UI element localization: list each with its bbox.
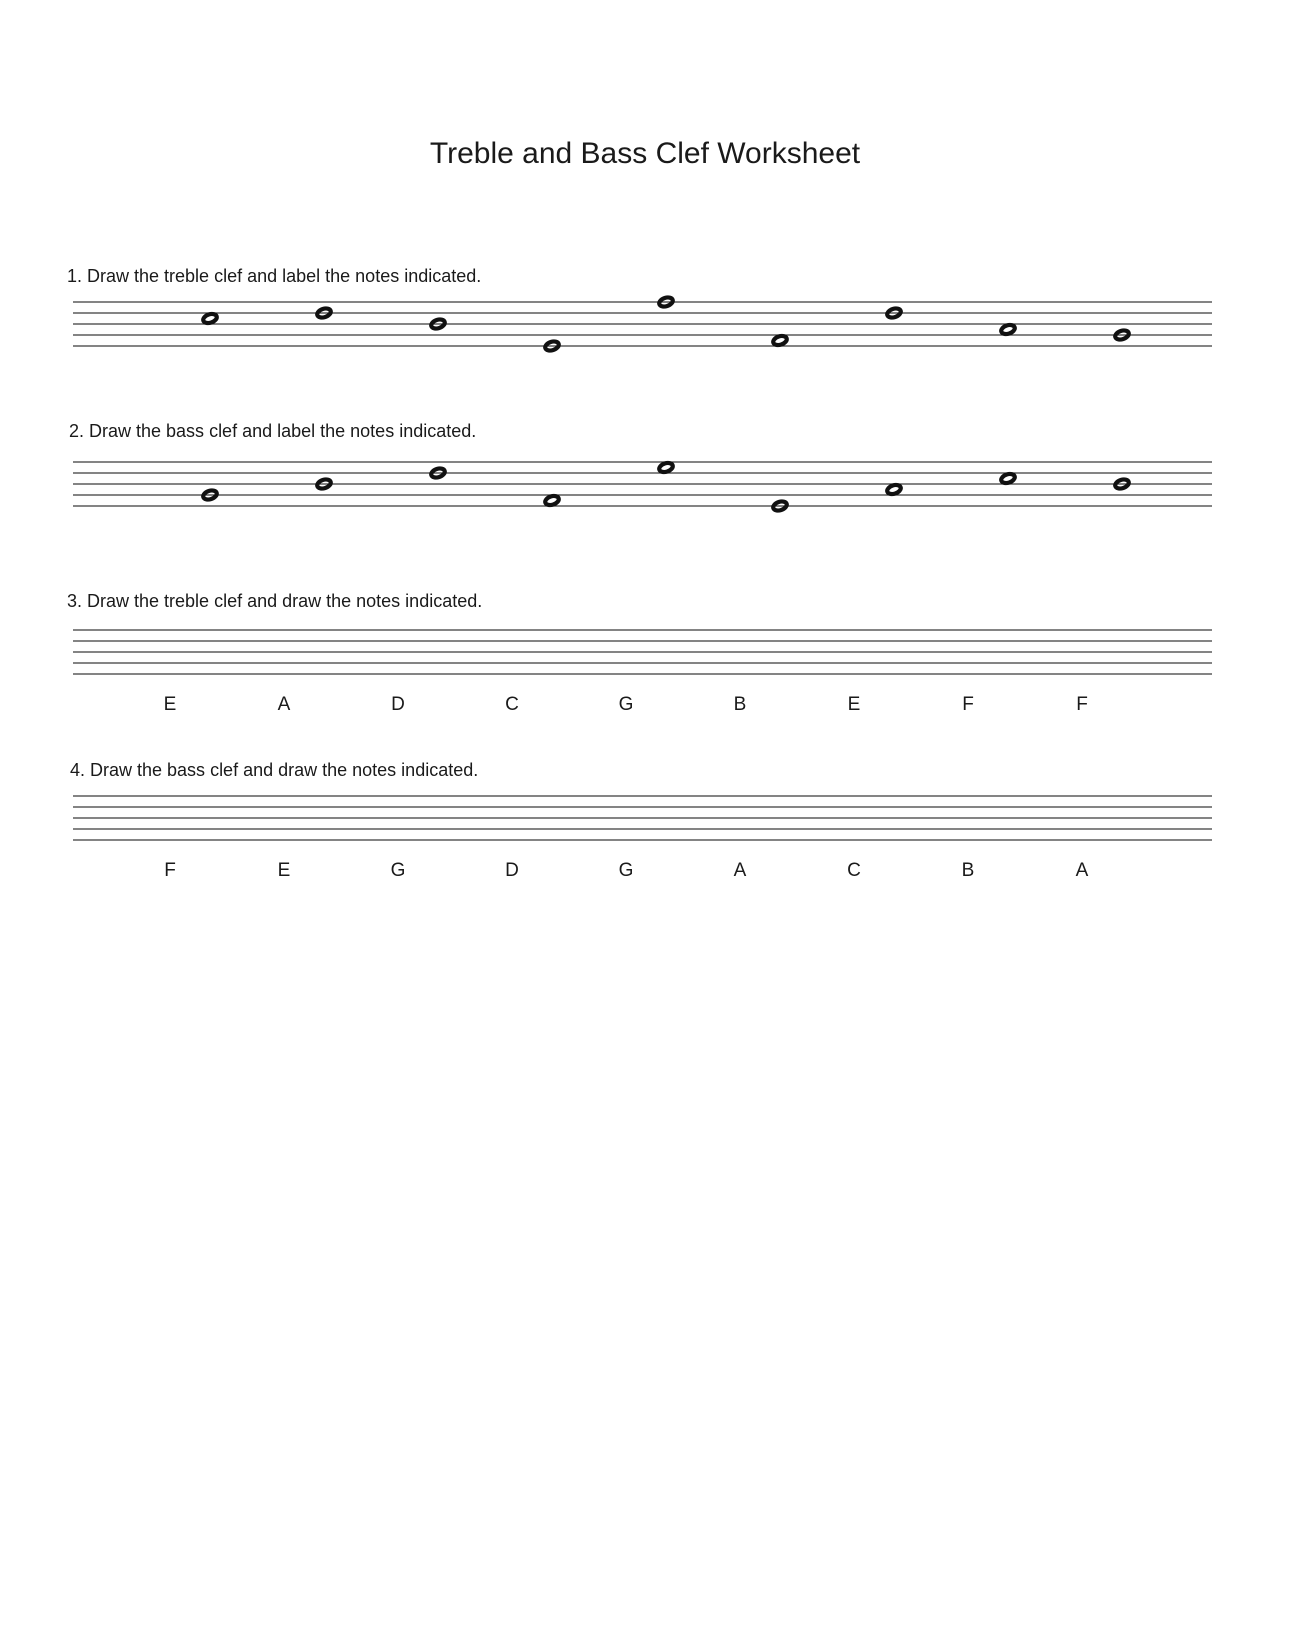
whole-note-2-1: [202, 489, 218, 501]
note-name-label: G: [618, 694, 634, 715]
note-name-label: A: [1075, 860, 1089, 881]
note-name-label: B: [961, 860, 975, 881]
note-name-label: G: [618, 860, 634, 881]
question-1-instruction: 1. Draw the treble clef and label the notes indicated.: [67, 266, 482, 286]
note-name-label: B: [733, 694, 747, 715]
note-name-label: C: [847, 860, 861, 881]
whole-note-1-3: [430, 318, 446, 330]
note-name-label: D: [391, 694, 405, 715]
whole-note-2-6: [772, 500, 788, 512]
page-title: Treble and Bass Clef Worksheet: [429, 137, 861, 170]
whole-note-2-4: [544, 494, 560, 506]
note-name-label: A: [733, 860, 747, 881]
whole-note-1-5: [658, 296, 674, 308]
whole-note-2-5: [658, 461, 674, 473]
whole-note-1-4: [544, 340, 560, 352]
note-name-label: E: [277, 860, 291, 881]
whole-note-2-8: [1000, 472, 1016, 484]
note-name-label: F: [164, 860, 176, 881]
note-name-label: A: [277, 694, 291, 715]
whole-note-1-6: [772, 334, 788, 346]
whole-note-2-2: [316, 478, 332, 490]
note-name-label: G: [390, 860, 406, 881]
whole-note-2-9: [1114, 478, 1130, 490]
whole-note-2-7: [886, 483, 902, 495]
note-name-label: F: [962, 694, 974, 715]
question-2-instruction: 2. Draw the bass clef and label the notes indicated.: [69, 421, 477, 441]
whole-note-1-2: [316, 307, 332, 319]
whole-note-2-3: [430, 467, 446, 479]
whole-note-1-9: [1114, 329, 1130, 341]
question-4-instruction: 4. Draw the bass clef and draw the notes indicated.: [70, 760, 479, 780]
note-name-label: C: [505, 694, 519, 715]
note-name-label: D: [505, 860, 519, 881]
note-name-label: E: [163, 694, 177, 715]
whole-note-1-7: [886, 307, 902, 319]
note-name-label: F: [1076, 694, 1088, 715]
whole-note-1-1: [202, 312, 218, 324]
question-3-instruction: 3. Draw the treble clef and draw the notes indicated.: [67, 591, 483, 611]
note-name-label: E: [847, 694, 861, 715]
whole-note-1-8: [1000, 323, 1016, 335]
